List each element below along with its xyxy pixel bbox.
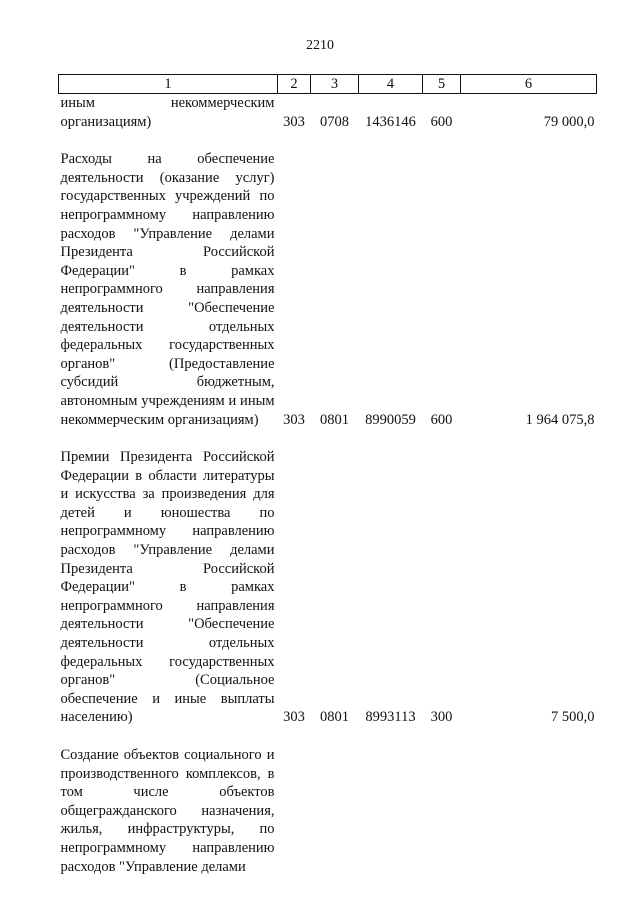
row-section-code: 0708 [320,113,349,130]
column-header-3: 3 [311,75,359,94]
table-row [59,150,597,429]
row-ministry-code: 303 [283,113,305,130]
row-section-code: 0801 [320,411,349,428]
row-description: Премии Президента Российской Федерации в области литературы и искусства за произведения для детей и юношества по непрограммному направлению расходов "Управление делами Президента Российской Федерации" в рамках непрограммного направления деятельности "Обеспечение деятельности отдельных федеральных государственных органов" (Социальное обеспечение и иные выплаты населению) [60,449,275,726]
row-amount: 7 500,0 [551,709,595,726]
column-header-4: 4 [359,75,423,94]
table-header [59,75,597,94]
row-ministry-code: 303 [283,709,305,726]
table-row [59,746,597,876]
budget-table [58,74,597,876]
row-expense-type: 300 [430,709,453,726]
row-amount: 79 000,0 [543,113,595,130]
row-description: иным некоммерческим организациям) [60,95,275,130]
row-amount [461,746,597,876]
row-amount: 1 964 075,8 [525,411,595,428]
column-header-6: 6 [461,75,597,94]
row-section-code: 0801 [320,709,349,726]
row-expense-type [423,746,461,876]
row-target-code: 8993113 [365,709,416,726]
column-header-5: 5 [423,75,461,94]
table-row [59,94,597,132]
row-target-code [359,746,423,876]
table-row [59,448,597,727]
row-expense-type: 600 [430,411,453,428]
row-ministry-code [278,746,311,876]
row-target-code: 8990059 [365,411,416,428]
row-ministry-code: 303 [283,411,305,428]
column-header-1: 1 [59,75,278,94]
column-header-2: 2 [278,75,311,94]
row-section-code [311,746,359,876]
row-description: Расходы на обеспечение деятельности (оказание услуг) государственных учреждений по непрограммному направлению расходов "Управление делами Президента Российской Федерации" в рамках непрограммного направления деятельности "Обеспечение деятельности отдельных федеральных государственных органов" (Предоставление субсидий бюджетным, автономным учреждениям и иным некоммерческим организациям) [60,151,275,428]
row-description: Создание объектов социального и производственного комплексов, в том числе объектов общегражданского назначения, жилья, инфраструктуры, по непрограммному направлению расходов "Управление делами [60,747,275,875]
page-number: 2210 [306,38,334,53]
row-expense-type: 600 [430,113,453,130]
row-target-code: 1436146 [365,113,416,130]
